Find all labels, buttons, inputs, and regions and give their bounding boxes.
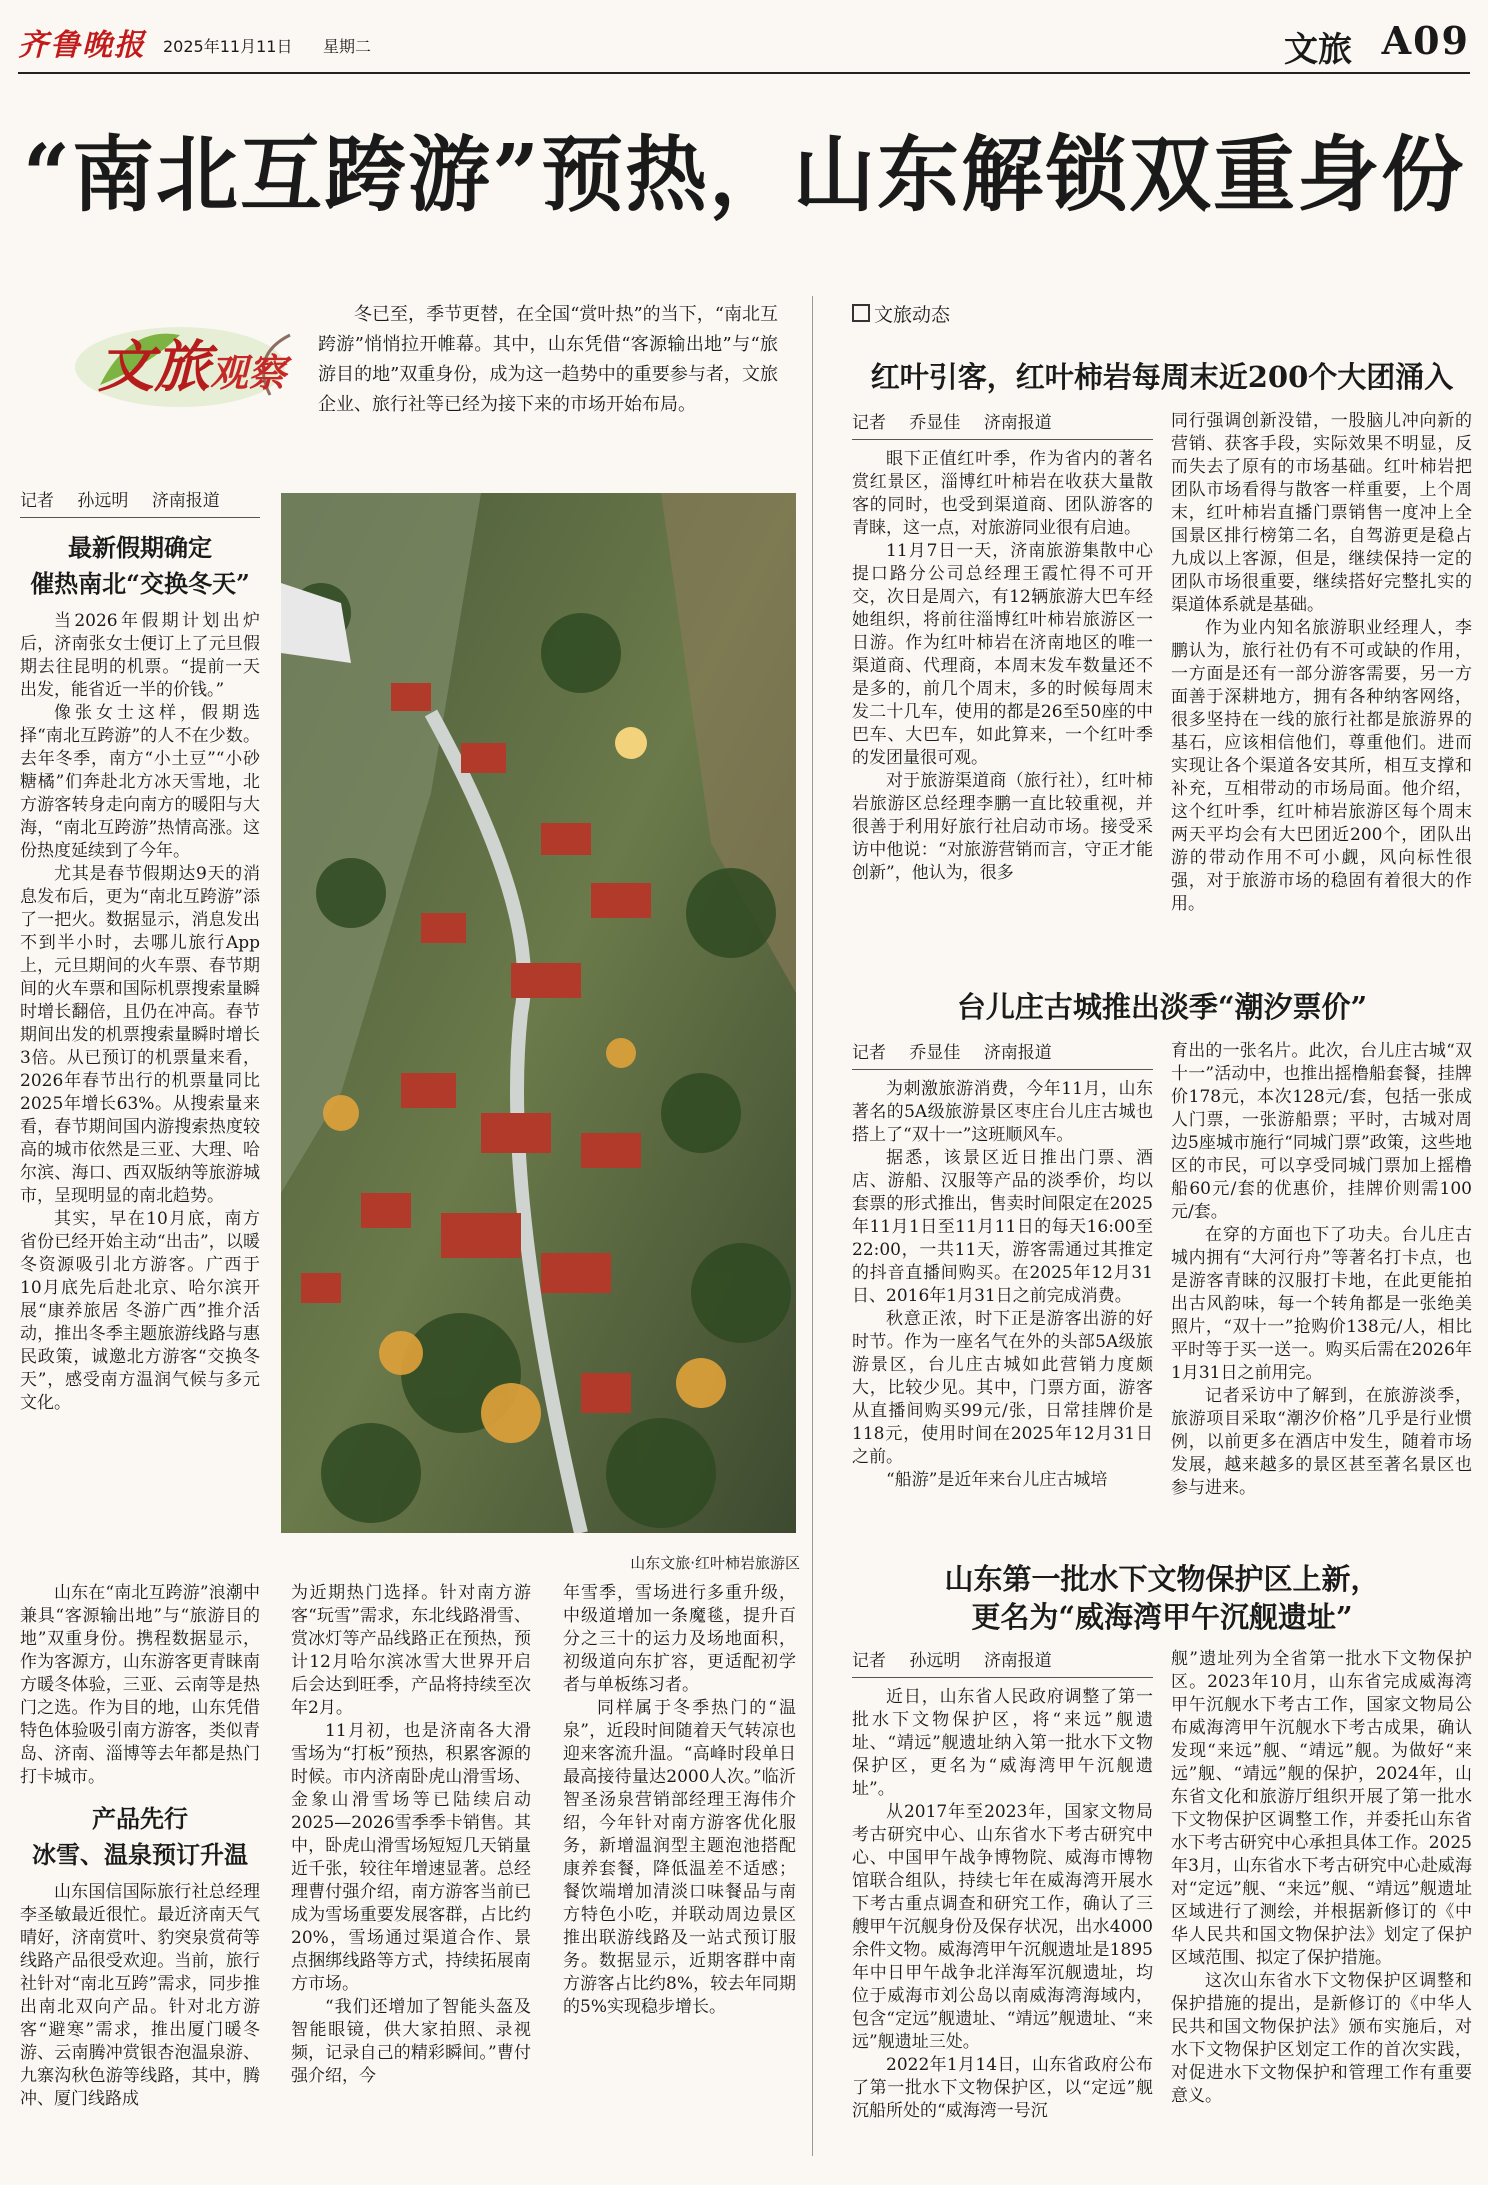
section-name: 文旅: [1284, 30, 1352, 70]
column-divider: [812, 296, 813, 2156]
byline-place: 济南报道: [983, 413, 1052, 433]
story-title: 台儿庄古城推出淡季“潮汐票价”: [956, 990, 1368, 1024]
story-title-line-2: 更名为“威海湾甲午沉舰遗址”: [971, 1600, 1353, 1634]
subhead-1-line-1: 最新假期确定: [68, 533, 212, 562]
paragraph: 作为业内知名旅游职业经理人，李鹏认为，旅行社仍有不可或缺的作用，一方面是还有一部分游客需要，另一方面善于深耕地方，拥有各种纳客网络，很多坚持在一线的旅行社都是旅游界的基石，应该相信他们，尊重他们。进而实现让各个渠道各安其所，相互支撑和补充，互相带动的市场局面。他介绍，这个红叶季，红叶柿岩旅游区每个周末两天平均会有大巴团近200个，团队出游的带动作用不可小觑，风向标性很强，对于旅游市场的稳固有着很大的作用。: [1171, 618, 1472, 914]
paragraph: “船游”是近年来台儿庄古城培: [886, 1470, 1108, 1490]
main-story-column-2: [291, 1582, 531, 2088]
aerial-valley-image: [281, 493, 796, 1533]
paragraph: “我们还增加了智能头盔及智能眼镜，供大家拍照、录视频，记录自己的精彩瞬间。”曹付强介绍，今: [291, 1997, 531, 2086]
story-title: [852, 1560, 1472, 1636]
paragraph: 尤其是春节假期达9天的消息发布后，更为“南北互跨游”添了一把火。数据显示，消息发出不到半小时，去哪儿旅行App上，元旦期间的火车票、春节期间的火车票和国际机票搜索量瞬时增长翻倍，且仍在冲高。春节期间出发的机票搜索量瞬时增长3倍。从已预订的机票量来看，2026年春节出行的机票量同比2025年增长63%。从搜索量来看，春节期间国内游搜索热度较高的城市依然是三亚、大理、哈尔滨、海口、西双版纳等旅游城市，呈现明显的南北趋势。: [20, 864, 260, 1206]
paragraph: 山东在“南北互跨游”浪潮中兼具“客源输出地”与“旅游目的地”双重身份。携程数据显示，作为客源方，山东游客更青睐南方暖冬体验，三亚、云南等是热门之选。作为目的地，山东凭借特色体验吸引南方游客，类似青岛、济南、淄博等去年都是热门打卡城市。: [20, 1583, 260, 1787]
subhead-2-line-2: 冰雪、温泉预订升温: [32, 1840, 248, 1869]
paragraph: 像张女士这样，假期选择“南北互跨游”的人不在少数。去年冬季，南方“小土豆”“小砂糖橘”们奔赴北方冰天雪地，北方游客转身走向南方的暖阳与大海，“南北互跨游”热情高涨。这份热度延续到了今年。: [20, 703, 260, 861]
main-byline: [20, 486, 260, 518]
paragraph: 其实，早在10月底，南方省份已经开始主动“出击”，以暖冬资源吸引北方游客。广西于10月底先后赴北京、哈尔滨开展“康养旅居 冬游广西”推介活动，推出冬季主题旅游线路与惠民政策，诚邀北方游客“交换冬天”，感受南方温润气候与多元文化。: [20, 1209, 260, 1413]
page-headline: “南北互跨游”预热，山东解锁双重身份: [22, 127, 1466, 223]
main-story-column-3: [563, 1582, 796, 2019]
column-badge: [70, 305, 310, 415]
paragraph: 秋意正浓，时下正是游客出游的好时节。作为一座名气在外的头部5A级旅游景区，台儿庄古城如此营销力度颇大，比较少见。其中，门票方面，游客从直播间购买99元/张，日常挂牌价是118元，使用时间在2025年12月31日之前。: [852, 1309, 1153, 1467]
paragraph: 近日，山东省人民政府调整了第一批水下文物保护区，将“来远”舰遗址、“靖远”舰遗址纳入第一批水下文物保护区，更名为“威海湾甲午沉舰遗址”。: [852, 1687, 1153, 1799]
main-body: [20, 610, 260, 1415]
paragraph: 育出的一张名片。此次，台儿庄古城“双十一”活动中，也推出摇橹船套餐，挂牌价178元，本次128元/套，包括一张成人门票，一张游船票；平时，古城对周边5座城市施行“同城门票”政策，这些地区的市民，可以享受同城门票加上摇橹船60元/套的优惠价，挂牌价则需100元/套。: [1171, 1041, 1472, 1222]
story-byline: [852, 408, 1153, 440]
subhead-1: [20, 530, 260, 602]
paragraph: 记者采访中了解到，在旅游淡季，旅游项目采取“潮汐价格”几乎是行业惯例，以前更多在酒店中发生，随着市场发展，越来越多的景区甚至著名景区也参与进来。: [1171, 1386, 1472, 1498]
paragraph: 对于旅游渠道商（旅行社），红叶柿岩旅游区总经理李鹏一直比较重视，并很善于利用好旅行社启动市场。接受采访中他说：“对旅游营销而言，守正才能创新”，他认为，很多: [852, 771, 1153, 883]
paragraph: 同行强调创新没错，一股脑儿冲向新的营销、获客手段，实际效果不明显，反而失去了原有的市场基础。红叶柿岩把团队市场看得与散客一样重要，上个周末，红叶柿岩直播门票销售一度冲上全国景区排行榜第二名，自驾游更是稳占九成以上客源，但是，继续保持一定的团队市场很重要，继续搭好完整扎实的渠道体系就是基础。: [1171, 411, 1472, 615]
story-title-line-1: 山东第一批水下文物保护区上新，: [944, 1562, 1380, 1596]
section-kicker: 文旅动态: [852, 300, 950, 327]
issue-weekday: 星期二: [323, 37, 372, 56]
masthead: [18, 14, 1470, 74]
scenic-photo: [281, 493, 796, 1533]
paragraph: 从2017年至2023年，国家文物局考古研究中心、山东省水下考古研究中心、中国甲午战争博物院、威海市博物馆联合组队，持续七年在威海湾开展水下考古重点调查和研究工作，确认了三艘甲午沉舰身份及保存状况，出水4000余件文物。威海湾甲午沉舰遗址是1895年中日甲午战争北洋海军沉舰遗址，均位于威海市刘公岛以南威海湾海域内，包含“定远”舰遗址、“靖远”舰遗址、“来远”舰遗址三处。: [852, 1802, 1153, 2052]
lede-paragraph: 冬已至，季节更替，在全国“赏叶热”的当下，“南北互跨游”悄悄拉开帷幕。其中，山东凭借“客源输出地”与“旅游目的地”双重身份，成为这一趋势中的重要参与者，文旅企业、旅行社等已经为接下来的市场开始布局。: [318, 304, 778, 415]
newspaper-logo: 齐鲁晚报: [18, 28, 146, 63]
byline-place: 济南报道: [983, 1651, 1052, 1671]
badge-big: 文旅: [98, 334, 210, 400]
story-title: 红叶引客，红叶柿岩每周末近200个大团涌入: [870, 360, 1454, 394]
paragraph: 据悉，该景区近日推出门票、酒店、游船、汉服等产品的淡季价，均以套票的形式推出，售卖时间限定在2025年11月1日至11月11日的每天16:00至22:00，一共11天，游客需通过其推定的抖音直播间购买。在2025年12月31日、2016年1月31日之前完成消费。: [852, 1148, 1153, 1306]
byline-role: 记者: [20, 491, 54, 511]
byline-name: 孙远明: [77, 491, 129, 511]
story-column: [852, 1078, 1153, 1500]
badge-text: [98, 323, 286, 403]
main-story-column-1: [20, 486, 260, 1415]
byline-role: 记者: [852, 1651, 886, 1671]
main-body-continued: [20, 1881, 260, 2111]
story-column: [1171, 410, 1472, 916]
byline-place: 济南报道: [151, 491, 220, 511]
badge-small: 观察: [210, 350, 287, 395]
byline-name: 乔显佳: [909, 413, 961, 433]
story-red-leaf: [852, 356, 1472, 916]
paragraph: 同样属于冬季热门的“温泉”，近段时间随着天气转凉也迎来客流升温。“高峰时段单日最高接待量达2000人次。”临沂智圣汤泉营销部经理王海伟介绍，今年针对南方游客优化服务，新增温润型主题泡池搭配康养套餐，降低温差不适感；餐饮端增加清淡口味餐品与南方特色小吃，并联动周边景区推出联游线路及一站式预订服务。数据显示，近期客群中南方游客占比约8%，较去年同期的5%实现稳步增长。: [563, 1698, 796, 2017]
story-column: [1171, 1040, 1472, 1500]
byline-role: 记者: [852, 413, 886, 433]
byline-name: 孙远明: [909, 1651, 961, 1671]
issue-date: 2025年11月11日: [163, 37, 293, 56]
paragraph: 当2026年假期计划出炉后，济南张女士便订上了元旦假期去往昆明的机票。“提前一天出发，能省近一半的价钱。”: [20, 611, 260, 700]
photo-caption: 山东文旅·红叶柿岩旅游区: [630, 1554, 800, 1572]
paragraph: 舰”遗址列为全省第一批水下文物保护区。2023年10月，山东省完成威海湾甲午沉舰水下考古工作，国家文物局公布威海湾甲午沉舰水下考古成果，确认发现“来远”舰、“靖远”舰。为做好“来远”舰、“靖远”舰的保护，2024年，山东省文化和旅游厅组织开展了第一批水下文物保护区调整工作，并委托山东省水下考古研究中心承担具体工作。2025年3月，山东省水下考古研究中心赴威海对“定远”舰、“来远”舰、“靖远”舰遗址区域进行了测绘，并根据新修订的《中华人民共和国文物保护法》划定了保护区域范围、拟定了保护措施。: [1171, 1649, 1472, 1968]
story-underwater-relics: [852, 1560, 1472, 2123]
main-body-continued: [20, 1582, 260, 1789]
subhead-1-line-2: 催热南北“交换冬天”: [30, 569, 250, 598]
byline-name: 乔显佳: [909, 1043, 961, 1063]
paragraph: 2022年1月14日，山东省政府公布了第一批水下文物保护区，以“定远”舰沉船所处的“威海湾一号沉: [852, 2055, 1153, 2121]
story-column: [1171, 1648, 1472, 2123]
subhead-2: [20, 1801, 260, 1873]
paragraph: 在穿的方面也下了功夫。台儿庄古城内拥有“大河行舟”等著名打卡点，也是游客青睐的汉服打卡地，在此更能拍出古风韵味，每一个转角都是一张绝美照片，“双十一”抢购价138元/人，相比平时等于买一送一。购买后需在2026年1月31日之前用完。: [1171, 1225, 1472, 1383]
paragraph: 11月7日一天，济南旅游集散中心提口路分公司总经理王霞忙得不可开交，次日是周六，有12辆旅游大巴车经她组织，将前往淄博红叶柿岩旅游区一日游。作为红叶柿岩在济南地区的唯一渠道商、代理商，本周末发车数量还不是多的，前几个周末，多的时候每周末发二十几车，使用的都是26至50座的中巴车、大巴车，如此算来，一个红叶季的发团量很可观。: [852, 541, 1153, 768]
paragraph: 眼下正值红叶季，作为省内的著名赏红景区，淄博红叶柿岩在收获大量散客的同时，也受到渠道商、团队游客的青睐，这一点，对旅游同业很有启迪。: [852, 449, 1153, 538]
main-story-column-1b: [20, 1582, 260, 2111]
story-byline: [852, 1646, 1153, 1678]
paragraph: 年雪季，雪场进行多重升级，中级道增加一条魔毯，提升百分之三十的运力及场地面积，初级道向东扩容，更适配初学者与单板练习者。: [563, 1583, 796, 1695]
story-column: [852, 1686, 1153, 2123]
paragraph: 山东国信国际旅行社总经理李圣敏最近很忙。最近济南天气晴好，济南赏叶、豹突泉赏荷等线路产品很受欢迎。当前，旅行社针对“南北互跨”需求，同步推出南北双向产品。针对北方游客“避寒”需求，推出厦门暖冬游、云南腾冲赏银杏泡温泉游、九寨沟秋色游等线路，其中，腾冲、厦门线路成: [20, 1882, 260, 2109]
paragraph: 为近期热门选择。针对南方游客“玩雪”需求，东北线路滑雪、赏冰灯等产品线路正在预热，预计12月哈尔滨冰雪大世界开启后会达到旺季，产品将持续至次年2月。: [291, 1583, 531, 1718]
paragraph: 这次山东省水下文物保护区调整和保护措施的提出，是新修订的《中华人民共和国文物保护法》颁布实施后，对水下文物保护区划定工作的首次实践，对促进水下文物保护和管理工作有重要意义。: [1171, 1971, 1472, 2106]
paragraph: 为刺激旅游消费，今年11月，山东著名的5A级旅游景区枣庄台儿庄古城也搭上了“双十一”这班顺风车。: [852, 1079, 1153, 1145]
story-taierzhuang: [852, 986, 1472, 1500]
paragraph: 11月初，也是济南各大滑雪场为“打板”预热，积累客源的时候。市内济南卧虎山滑雪场、金象山滑雪场等已陆续启动2025—2026雪季季卡销售。其中，卧虎山滑雪场短短几天销量近千张，较往年增速显著。总经理曹付强介绍，南方游客当前已成为雪场重要发展客群，占比约20%，雪场通过渠道合作、景点捆绑线路等方式，持续拓展南方市场。: [291, 1721, 531, 1994]
story-byline: [852, 1038, 1153, 1070]
subhead-2-line-1: 产品先行: [92, 1804, 188, 1833]
byline-role: 记者: [852, 1043, 886, 1063]
page-number: A09: [1381, 18, 1470, 63]
story-column: [852, 448, 1153, 916]
byline-place: 济南报道: [983, 1043, 1052, 1063]
